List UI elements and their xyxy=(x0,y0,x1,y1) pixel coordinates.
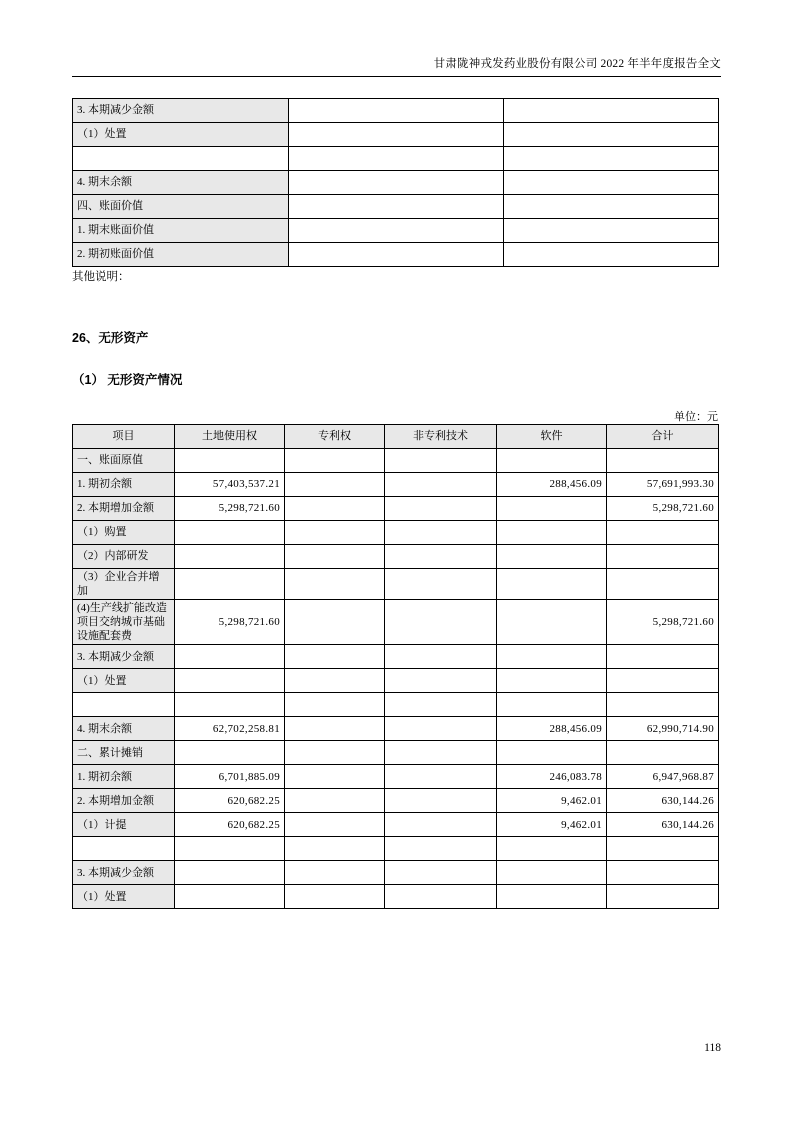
table-row xyxy=(73,837,719,861)
row-value xyxy=(285,885,385,909)
row-label: 3. 本期减少金额 xyxy=(73,861,175,885)
column-header: 合计 xyxy=(607,425,719,449)
table-row xyxy=(73,765,719,789)
row-value xyxy=(285,600,385,645)
row-value xyxy=(285,765,385,789)
table-row xyxy=(73,147,719,171)
table-row xyxy=(73,123,719,147)
table-top-wrapper xyxy=(72,98,719,267)
row-value: 288,456.09 xyxy=(497,473,607,497)
table-intangible-body xyxy=(73,449,719,909)
table-row xyxy=(73,741,719,765)
column-header: 软件 xyxy=(497,425,607,449)
row-label: 4. 期末余额 xyxy=(73,717,175,741)
row-value xyxy=(285,789,385,813)
row-value: 620,682.25 xyxy=(175,789,285,813)
row-value xyxy=(175,521,285,545)
row-value xyxy=(385,765,497,789)
table-top-body xyxy=(73,99,719,267)
table-row xyxy=(73,171,719,195)
row-value xyxy=(289,195,504,219)
row-value xyxy=(285,813,385,837)
row-value xyxy=(175,861,285,885)
row-value xyxy=(504,195,719,219)
row-value xyxy=(497,741,607,765)
row-value xyxy=(607,669,719,693)
row-value xyxy=(385,861,497,885)
row-value xyxy=(607,521,719,545)
row-value xyxy=(497,497,607,521)
row-value xyxy=(285,473,385,497)
column-header: 专利权 xyxy=(285,425,385,449)
row-label: 一、账面原值 xyxy=(73,449,175,473)
row-value xyxy=(607,837,719,861)
row-value xyxy=(497,669,607,693)
row-value xyxy=(385,473,497,497)
row-value xyxy=(504,123,719,147)
other-explanation-label: 其他说明： xyxy=(72,271,130,283)
unit-label: 单位：元 xyxy=(674,411,718,423)
row-label: 1. 期初余额 xyxy=(73,765,175,789)
row-value xyxy=(607,885,719,909)
row-value xyxy=(289,243,504,267)
header-divider xyxy=(72,76,721,77)
row-value xyxy=(497,693,607,717)
row-label: 2. 本期增加金额 xyxy=(73,789,175,813)
row-value: 9,462.01 xyxy=(497,813,607,837)
row-value: 246,083.78 xyxy=(497,765,607,789)
row-value xyxy=(175,545,285,569)
row-value xyxy=(175,885,285,909)
row-value xyxy=(385,545,497,569)
table-row xyxy=(73,473,719,497)
row-value xyxy=(385,885,497,909)
row-value xyxy=(385,497,497,521)
row-value xyxy=(607,645,719,669)
row-label: 二、累计摊销 xyxy=(73,741,175,765)
row-label: 2. 期初账面价值 xyxy=(73,243,289,267)
row-label: 四、账面价值 xyxy=(73,195,289,219)
row-value xyxy=(504,243,719,267)
row-value xyxy=(497,545,607,569)
row-label: 3. 本期减少金额 xyxy=(73,645,175,669)
column-header: 项目 xyxy=(73,425,175,449)
row-value: 5,298,721.60 xyxy=(175,600,285,645)
row-value: 288,456.09 xyxy=(497,717,607,741)
row-value xyxy=(385,813,497,837)
row-value xyxy=(385,449,497,473)
row-value xyxy=(285,741,385,765)
table-row xyxy=(73,789,719,813)
table-accumulated-amortization-top xyxy=(72,98,719,267)
table-intangible-assets xyxy=(72,424,719,909)
row-value: 620,682.25 xyxy=(175,813,285,837)
row-value xyxy=(289,123,504,147)
row-label xyxy=(73,837,175,861)
row-value: 57,403,537.21 xyxy=(175,473,285,497)
row-label: (4)生产线扩能改造项目交纳城市基础设施配套费 xyxy=(73,600,175,645)
row-value xyxy=(385,741,497,765)
row-value xyxy=(285,717,385,741)
row-value xyxy=(497,861,607,885)
row-value xyxy=(497,569,607,600)
row-value xyxy=(285,521,385,545)
row-label xyxy=(73,693,175,717)
section-title-intangible-assets: 26、无形资产 xyxy=(72,331,149,345)
column-header: 非专利技术 xyxy=(385,425,497,449)
table-row xyxy=(73,195,719,219)
row-value xyxy=(504,219,719,243)
row-value xyxy=(285,837,385,861)
row-value: 62,990,714.90 xyxy=(607,717,719,741)
table-row xyxy=(73,717,719,741)
subsection-title-intangible-assets-detail: （1） 无形资产情况 xyxy=(72,373,183,387)
row-value xyxy=(385,717,497,741)
row-value: 57,691,993.30 xyxy=(607,473,719,497)
row-value xyxy=(385,569,497,600)
row-value xyxy=(497,600,607,645)
row-value xyxy=(504,147,719,171)
row-value xyxy=(175,837,285,861)
row-value xyxy=(497,449,607,473)
row-value: 630,144.26 xyxy=(607,789,719,813)
row-value: 6,947,968.87 xyxy=(607,765,719,789)
row-value xyxy=(504,171,719,195)
row-value xyxy=(607,449,719,473)
table-row xyxy=(73,521,719,545)
row-value: 6,701,885.09 xyxy=(175,765,285,789)
row-value xyxy=(497,521,607,545)
column-header: 土地使用权 xyxy=(175,425,285,449)
row-value xyxy=(497,885,607,909)
row-value xyxy=(607,741,719,765)
row-value xyxy=(497,645,607,669)
row-value xyxy=(285,449,385,473)
table-row xyxy=(73,813,719,837)
row-value xyxy=(385,789,497,813)
row-value xyxy=(289,171,504,195)
row-value xyxy=(175,645,285,669)
row-value xyxy=(289,219,504,243)
row-label: （1）计提 xyxy=(73,813,175,837)
row-value xyxy=(289,147,504,171)
row-value: 5,298,721.60 xyxy=(175,497,285,521)
row-value xyxy=(385,837,497,861)
table-row xyxy=(73,693,719,717)
row-value: 62,702,258.81 xyxy=(175,717,285,741)
table-row xyxy=(73,885,719,909)
table-row xyxy=(73,449,719,473)
table-row xyxy=(73,243,719,267)
table-row xyxy=(73,645,719,669)
table-header-row xyxy=(73,425,719,449)
row-value: 9,462.01 xyxy=(497,789,607,813)
row-label: （1）购置 xyxy=(73,521,175,545)
row-value xyxy=(285,693,385,717)
page-header: 甘肃陇神戎发药业股份有限公司 2022 年半年度报告全文 xyxy=(433,58,721,70)
row-label: （2）内部研发 xyxy=(73,545,175,569)
row-value xyxy=(385,600,497,645)
row-value xyxy=(607,693,719,717)
table-row xyxy=(73,669,719,693)
row-label: （1）处置 xyxy=(73,123,289,147)
row-label: 3. 本期减少金额 xyxy=(73,99,289,123)
table-row xyxy=(73,861,719,885)
row-value xyxy=(385,669,497,693)
table-row xyxy=(73,99,719,123)
row-value xyxy=(175,693,285,717)
table-intangible-head xyxy=(73,425,719,449)
row-value xyxy=(385,645,497,669)
page-number: 118 xyxy=(704,1042,721,1054)
table-row xyxy=(73,219,719,243)
row-value xyxy=(607,861,719,885)
row-value xyxy=(175,569,285,600)
row-value xyxy=(285,861,385,885)
row-value xyxy=(285,569,385,600)
row-label xyxy=(73,147,289,171)
row-value xyxy=(285,669,385,693)
table-row xyxy=(73,497,719,521)
row-value xyxy=(607,545,719,569)
row-value xyxy=(607,569,719,600)
row-label: 4. 期末余额 xyxy=(73,171,289,195)
row-value xyxy=(175,669,285,693)
table-row xyxy=(73,600,719,645)
row-label: 2. 本期增加金额 xyxy=(73,497,175,521)
row-value xyxy=(285,545,385,569)
table-intangible-wrapper xyxy=(72,424,719,909)
row-value xyxy=(497,837,607,861)
row-value xyxy=(175,449,285,473)
table-row xyxy=(73,545,719,569)
row-value xyxy=(385,693,497,717)
row-value xyxy=(285,497,385,521)
row-label: （1）处置 xyxy=(73,885,175,909)
row-value: 630,144.26 xyxy=(607,813,719,837)
row-value xyxy=(385,521,497,545)
row-value: 5,298,721.60 xyxy=(607,497,719,521)
row-value: 5,298,721.60 xyxy=(607,600,719,645)
row-label: 1. 期末账面价值 xyxy=(73,219,289,243)
row-value xyxy=(504,99,719,123)
row-label: （1）处置 xyxy=(73,669,175,693)
row-label: 1. 期初余额 xyxy=(73,473,175,497)
row-label: （3）企业合并增加 xyxy=(73,569,175,600)
row-value xyxy=(285,645,385,669)
table-row xyxy=(73,569,719,600)
row-value xyxy=(175,741,285,765)
row-value xyxy=(289,99,504,123)
